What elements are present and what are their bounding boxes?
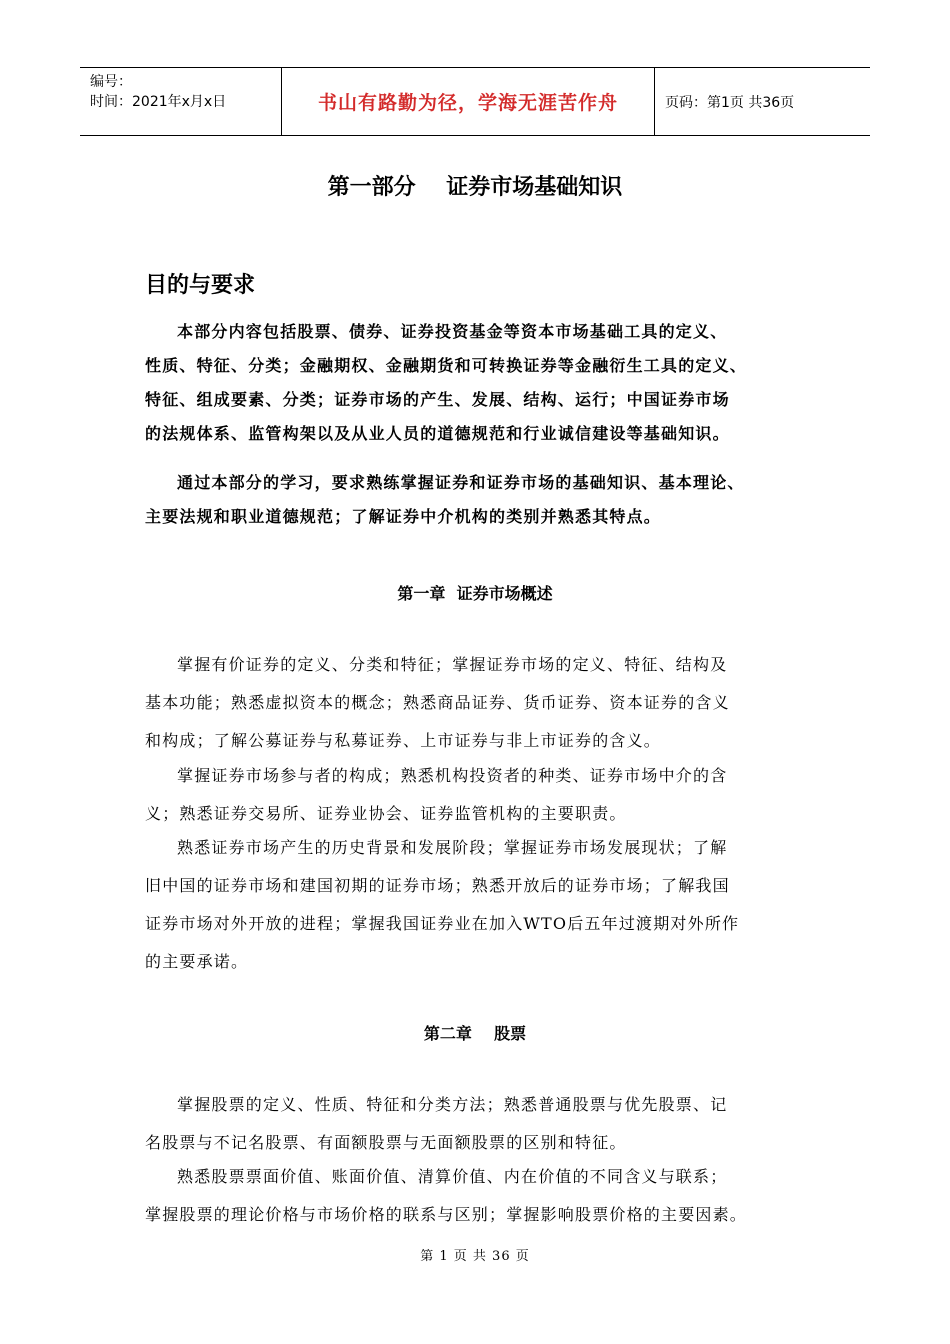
text-line: 本部分内容包括股票、债券、证券投资基金等资本市场基础工具的定义、	[177, 322, 728, 341]
text-line: 特征、组成要素、分类；证券市场的产生、发展、结构、运行；中国证券市场	[145, 390, 730, 409]
text-line: 和构成；了解公募证券与私募证券、上市证券与非上市证券的含义。	[145, 731, 662, 750]
text-line: 熟悉股票票面价值、账面价值、清算价值、内在价值的不同含义与联系；	[177, 1167, 728, 1186]
chapter-2-paragraph-1	[145, 1086, 835, 1162]
text-line: 基本功能；熟悉虚拟资本的概念；熟悉商品证券、货币证券、资本证券的含义	[145, 693, 730, 712]
chapter-1-paragraph-1	[145, 646, 835, 760]
text-line: 主要法规和职业道德规范；了解证券中介机构的类别并熟悉其特点。	[145, 507, 662, 526]
section-heading-objectives: 目的与要求	[145, 273, 256, 298]
text-line: 的法规体系、监管构架以及从业人员的道德规范和行业诚信建设等基础知识。	[145, 424, 730, 443]
objectives-paragraph-2	[145, 466, 835, 534]
text-line: 掌握股票的定义、性质、特征和分类方法；熟悉普通股票与优先股票、记	[177, 1095, 728, 1114]
text-line: 熟悉证券市场产生的历史背景和发展阶段；掌握证券市场发展现状；了解	[177, 838, 728, 857]
chapter-2-paragraph-2	[145, 1158, 835, 1234]
document-title: 第一部分 证券市场基础知识	[327, 175, 623, 200]
chapter-1-paragraph-2	[145, 757, 835, 833]
objectives-paragraph-1	[145, 315, 835, 451]
text-line: 通过本部分的学习，要求熟练掌握证券和证券市场的基础知识、基本理论、	[177, 473, 745, 492]
text-line: 义；熟悉证券交易所、证券业协会、证券监管机构的主要职责。	[145, 804, 627, 823]
document-header	[80, 67, 870, 136]
text-line: 名股票与不记名股票、有面额股票与无面额股票的区别和特征。	[145, 1133, 627, 1152]
text-line: 掌握有价证券的定义、分类和特征；掌握证券市场的定义、特征、结构及	[177, 655, 728, 674]
text-line: 性质、特征、分类；金融期权、金融期货和可转换证券等金融衍生工具的定义、	[145, 356, 748, 375]
text-line: 掌握股票的理论价格与市场价格的联系与区别；掌握影响股票价格的主要因素。	[145, 1205, 748, 1224]
serial-label: 编号：	[90, 74, 132, 90]
date-label: 时间：2021年x月x日	[90, 94, 227, 110]
chapter-2-title: 第二章 股票	[423, 1024, 527, 1043]
header-page-info: 页码：第1页 共36页	[665, 94, 795, 111]
chapter-1-title: 第一章 证券市场概述	[397, 584, 553, 603]
text-line: 掌握证券市场参与者的构成；熟悉机构投资者的种类、证券市场中介的含	[177, 766, 728, 785]
page-footer: 第 1 页 共 36 页	[420, 1249, 530, 1264]
text-line: 证券市场对外开放的进程；掌握我国证券业在加入WTO后五年过渡期对外所作	[145, 914, 740, 933]
chapter-1-paragraph-3	[145, 829, 835, 981]
text-line: 的主要承诺。	[145, 952, 249, 971]
text-line: 旧中国的证券市场和建国初期的证券市场；熟悉开放后的证券市场；了解我国	[145, 876, 730, 895]
header-meta	[80, 68, 281, 135]
header-motto: 书山有路勤为径，学海无涯苦作舟	[281, 68, 655, 135]
